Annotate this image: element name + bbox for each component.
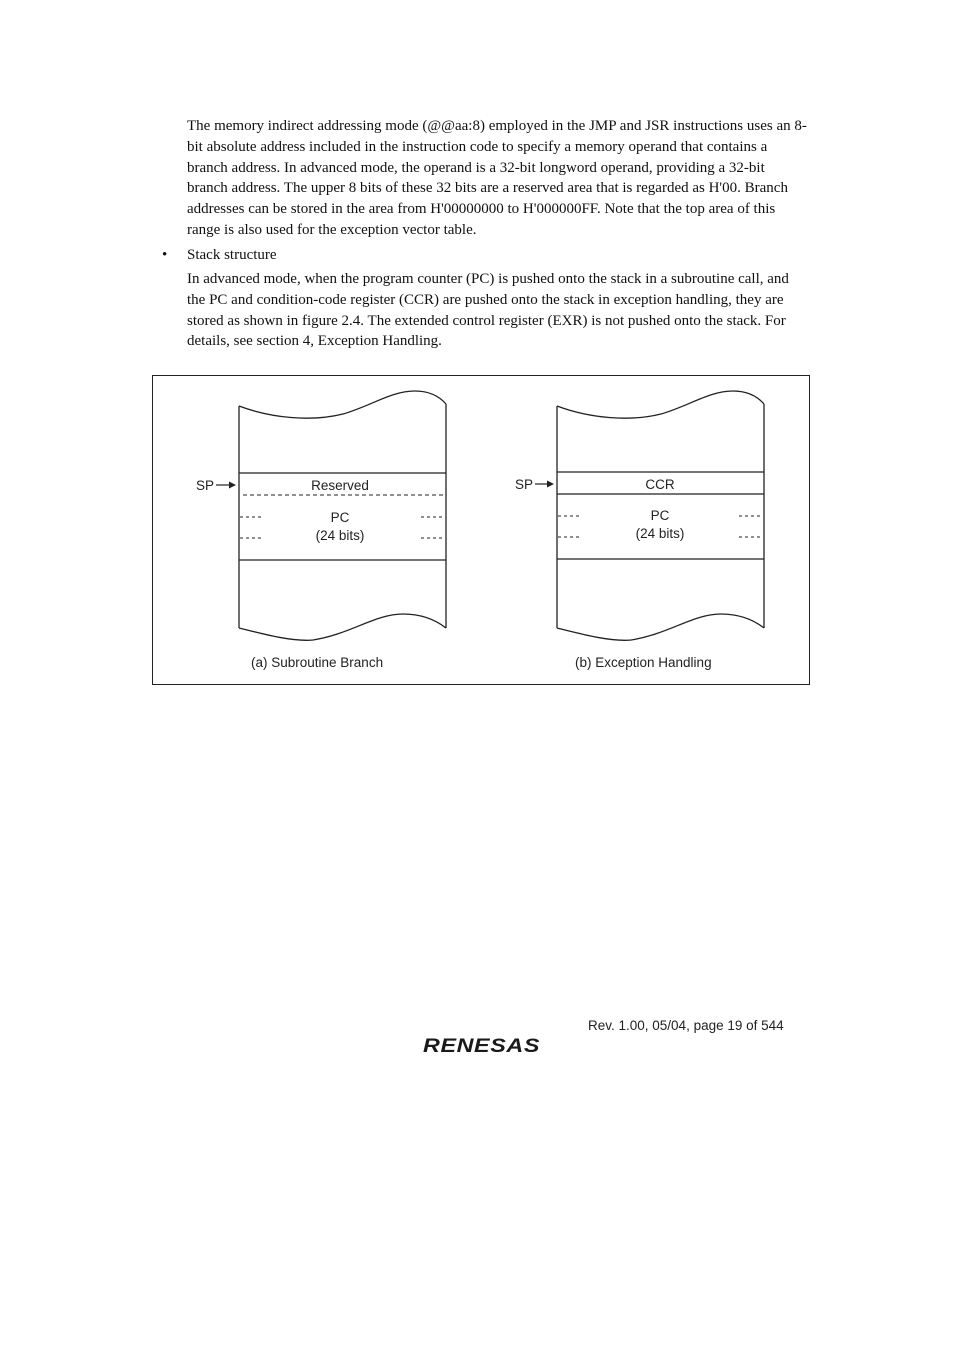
stack-b-top-wave <box>557 391 764 418</box>
renesas-logo <box>423 1034 543 1056</box>
paragraph-memory-indirect: The memory indirect addressing mode (@@aa:8) employed in the JMP and JSR instructions uses an 8-bit absolute address included in the instruction code to specify a memory operand that contains a branch address. In advanced mode, the operand is a 32-bit longword operand, providing a 32-bit branch address. The upper 8 bits of these 32 bits are a reserved area that is regarded as H'00. Branch addresses can be stored in the area from H'00000000 to H'000000FF. Note that the top area of this range is also used for the exception vector table. <box>187 118 807 238</box>
svg-text:RENESAS: RENESAS <box>423 1036 540 1056</box>
pc-bits-label-b: (24 bits) <box>635 526 685 541</box>
stack-b-bottom-wave <box>557 614 764 640</box>
pc-label-b: PC <box>650 508 670 523</box>
pc-label-a: PC <box>330 510 350 525</box>
pc-bits-label-a: (24 bits) <box>315 528 365 543</box>
page-footer-revision: Rev. 1.00, 05/04, page 19 of 544 <box>588 1018 784 1033</box>
stack-b <box>515 391 764 670</box>
caption-b: (b) Exception Handling <box>575 655 712 670</box>
sp-arrow-a-head-icon <box>229 482 236 489</box>
sp-label-b: SP <box>515 477 534 492</box>
stack-a <box>196 391 446 670</box>
paragraph-stack-structure: In advanced mode, when the program counter (PC) is pushed onto the stack in a subroutine call, and the PC and condition-code register (CCR) are pushed onto the stack in exception handling, they are stored as shown in figure 2.4. The extended control register (EXR) is not pushed onto the stack. For details, see section 4, Exception Handling. <box>187 271 789 350</box>
bullet-dot: • <box>162 247 168 263</box>
sp-arrow-b-head-icon <box>547 481 554 488</box>
stack-diagram <box>153 376 809 684</box>
stack-a-top-wave <box>239 391 446 418</box>
stack-a-bottom-wave <box>239 614 446 640</box>
bullet-stack-structure: Stack structure <box>187 247 277 263</box>
reserved-label: Reserved <box>311 478 369 493</box>
sp-label-a: SP <box>196 478 215 493</box>
caption-a: (a) Subroutine Branch <box>251 655 384 670</box>
figure-2-4-stack-structure <box>152 375 810 685</box>
ccr-label: CCR <box>645 477 675 492</box>
